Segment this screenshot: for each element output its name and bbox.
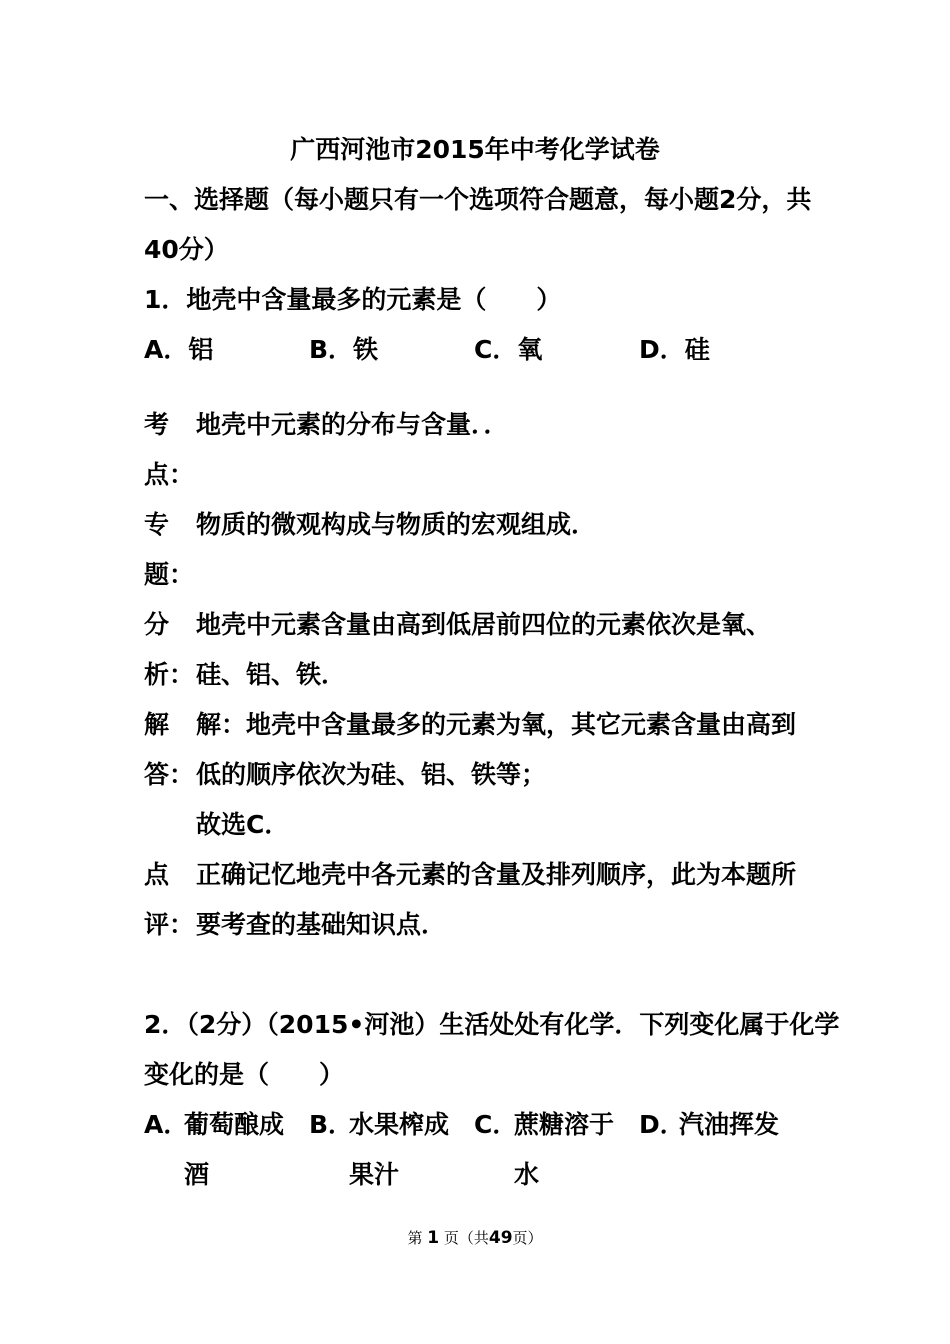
kaodian-label-2: 点： xyxy=(144,460,195,489)
dianping-text-line1: 正确记忆地壳中各元素的含量及排列顺序，此为本题所 xyxy=(196,860,797,889)
jieda-text-line3: 故选C． xyxy=(196,810,290,839)
q2-option-c-letter: C． xyxy=(474,1110,518,1139)
q2-option-b-line1: 水果榨成 xyxy=(349,1110,450,1139)
q1-option-d: D．硅 xyxy=(639,335,710,364)
question-1-stem: 1．地壳中含量最多的元素是（ ） xyxy=(144,285,562,314)
question-2-stem-line2: 变化的是（ ） xyxy=(144,1060,345,1089)
jieda-label-1: 解 xyxy=(144,710,170,739)
question-2-stem-line1: 2．（2分）（2015•河池）生活处处有化学．下列变化属于化学 xyxy=(144,1010,840,1039)
kaodian-label-1: 考 xyxy=(144,410,170,439)
jieda-text-line2: 低的顺序依次为硅、铝、铁等； xyxy=(196,760,547,789)
kaodian-text: 地壳中元素的分布与含量．． xyxy=(196,410,509,439)
footer-prefix: 第 xyxy=(407,1229,423,1247)
zhuanti-label-2: 题： xyxy=(144,560,195,589)
zhuanti-text: 物质的微观构成与物质的宏观组成． xyxy=(196,510,597,539)
section-heading-line1: 一、选择题（每小题只有一个选项符合题意，每小题2分，共 xyxy=(144,185,812,214)
q1-option-c: C．氧 xyxy=(474,335,543,364)
footer-suffix: 页） xyxy=(512,1229,543,1247)
q2-option-a-line2: 酒 xyxy=(184,1160,210,1189)
q2-option-d-letter: D． xyxy=(639,1110,685,1139)
fenxi-label-2: 析： xyxy=(144,660,195,689)
footer-page-number: 1 xyxy=(427,1228,440,1248)
fenxi-label-1: 分 xyxy=(144,610,170,639)
footer-middle: 页（共 xyxy=(443,1229,489,1247)
footer-total-pages: 49 xyxy=(488,1228,513,1248)
q2-option-a-line1: 葡萄酿成 xyxy=(184,1110,285,1139)
jieda-text-line1: 解：地壳中含量最多的元素为氧，其它元素含量由高到 xyxy=(196,710,797,739)
dianping-text-line2: 要考查的基础知识点． xyxy=(196,910,447,939)
q2-option-c-line1: 蔗糖溶于 xyxy=(514,1110,615,1139)
fenxi-text-line1: 地壳中元素含量由高到低居前四位的元素依次是氧、 xyxy=(196,610,772,639)
jieda-label-2: 答： xyxy=(144,760,195,789)
q2-option-b-letter: B． xyxy=(309,1110,354,1139)
page-title: 广西河池市2015年中考化学试卷 xyxy=(290,135,660,164)
zhuanti-label-1: 专 xyxy=(144,510,170,539)
q1-option-b: B．铁 xyxy=(309,335,379,364)
q1-option-a: A．铝 xyxy=(144,335,214,364)
q2-option-c-line2: 水 xyxy=(514,1160,540,1189)
dianping-label-1: 点 xyxy=(144,860,170,889)
fenxi-text-line2: 硅、铝、铁． xyxy=(196,660,347,689)
q2-option-d-line1: 汽油挥发 xyxy=(679,1110,780,1139)
dianping-label-2: 评： xyxy=(144,910,195,939)
page-footer xyxy=(0,1226,950,1250)
q2-option-b-line2: 果汁 xyxy=(349,1160,400,1189)
q2-option-a-letter: A． xyxy=(144,1110,189,1139)
section-heading-line2: 40分） xyxy=(144,235,229,264)
